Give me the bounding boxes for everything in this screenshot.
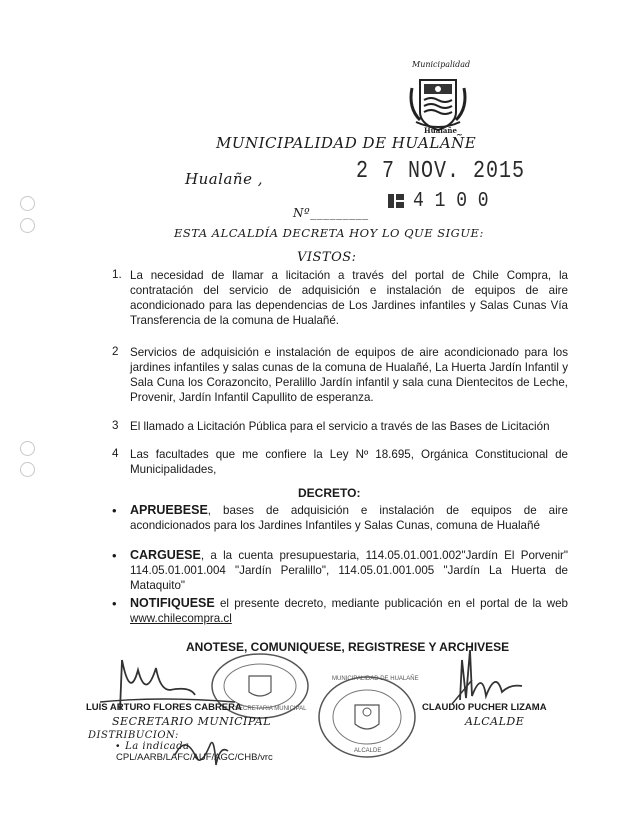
- bullet: •: [112, 548, 117, 563]
- mayor-stamp: [312, 672, 422, 762]
- distribution-item-text: La indicada: [125, 741, 190, 752]
- date-stamp: 2 7 NOV. 2015: [356, 157, 526, 186]
- chilecompra-link[interactable]: www.chilecompra.cl: [130, 612, 232, 625]
- decreto-keyword: NOTIFIQUESE: [130, 596, 215, 610]
- distribution-bullet: •: [116, 741, 126, 752]
- secretary-stamp-text: SECRETARIA MUNICIPAL: [235, 706, 307, 712]
- item-number: 1.: [112, 268, 122, 281]
- secretary-name: LUIS ARTURO FLORES CABRERA: [86, 702, 242, 713]
- distribution-codes: CPL/AARB/LAFC/AUF/AGC/CHB/vrc: [116, 752, 273, 763]
- municipality-title: MUNICIPALIDAD DE HUALAÑE: [216, 134, 477, 152]
- visto-item-2: Servicios de adquisición e instalación de equipos de aire acondicionado para los jardines infantiles y salas cunas de la comuna de Hualañé, La Huerta Jardín Infantil y Sala Cuna los Corazoncito, Peralillo Jardín infantil y sala cuna Dientecitos de Leche, Provenir, Jardín Infantil Capullito de esperanza.: [130, 346, 568, 404]
- secretary-role: SECRETARIO MUNICIPAL: [112, 715, 272, 728]
- place-label: Hualañe ,: [185, 170, 263, 188]
- mayor-stamp-bottom: ALCALDE: [354, 748, 382, 754]
- decreto-text: el presente decreto, mediante publicación en el portal de la web: [214, 597, 568, 610]
- decreto-item-2: [130, 548, 568, 593]
- item-number: 3: [112, 419, 119, 432]
- closing-line: ANOTESE, COMUNIQUESE, REGISTRESE Y ARCHIVESE: [186, 640, 510, 654]
- item-number: 2: [112, 345, 119, 358]
- distribution-title: DISTRIBUCION:: [88, 730, 179, 741]
- punch-hole: [20, 462, 35, 477]
- decree-number-label: Nº_________: [293, 206, 369, 220]
- decreto-text: , bases de adquisición e instalación de equipos de aire acondicionados para los Jardines Infantiles y Salas Cunas, comuna de Hualañé: [130, 504, 568, 532]
- punch-hole: [20, 218, 35, 233]
- mayor-name: CLAUDIO PUCHER LIZAMA: [422, 702, 547, 713]
- mayor-signature-icon: [452, 640, 532, 710]
- punch-hole: [20, 441, 35, 456]
- distribution-item: [116, 741, 190, 752]
- seal-bottom-text: Hualañe: [424, 126, 457, 135]
- item-number: 4: [112, 447, 119, 460]
- decreto-text: , a la cuenta presupuestaria, 114.05.01.001.002"Jardín El Porvenir" 114.05.01.001.004 "Jardín Peralillo", 114.05.01.001.005 "Jardín La Huerta de Mataquito": [130, 549, 568, 592]
- number-stamp-mark: [386, 192, 406, 210]
- decreto-item-3: [130, 596, 568, 626]
- mayor-role: ALCALDE: [465, 715, 525, 728]
- visto-item-1: La necesidad de llamar a licitación a través del portal de Chile Compra, la contratación del servicio de adquisición e instalación de equipos de aire acondicionado para las dependencias de Los Jardines infantiles y Salas Cunas Vía Transferencia de la comuna de Hualañé.: [130, 269, 568, 327]
- decreto-keyword: CARGUESE: [130, 548, 201, 562]
- visto-item-4: Las facultades que me confiere la Ley Nº 18.695, Orgánica Constitucional de Municipalidades,: [130, 448, 568, 476]
- bullet: •: [112, 503, 117, 518]
- punch-hole: [20, 196, 35, 211]
- mayor-stamp-text: MUNICIPALIDAD DE HUALAÑE: [332, 676, 419, 682]
- decreto-item-1: [130, 503, 568, 533]
- seal-top-text: Municipalidad: [412, 60, 471, 69]
- bullet: •: [112, 596, 117, 611]
- decreto-keyword: APRUEBESE: [130, 503, 208, 517]
- decreto-title: DECRETO:: [298, 486, 361, 500]
- vistos-title: VISTOS:: [297, 250, 357, 265]
- stamp-glyph-icon: [386, 192, 406, 210]
- decree-number-stamp: 4 1 0 0: [413, 189, 489, 213]
- municipal-seal: [398, 58, 478, 138]
- decree-intro: ESTA ALCALDÍA DECRETA HOY LO QUE SIGUE:: [174, 226, 484, 240]
- visto-item-3: El llamado a Licitación Pública para el servicio a través de las Bases de Licitación: [130, 420, 550, 433]
